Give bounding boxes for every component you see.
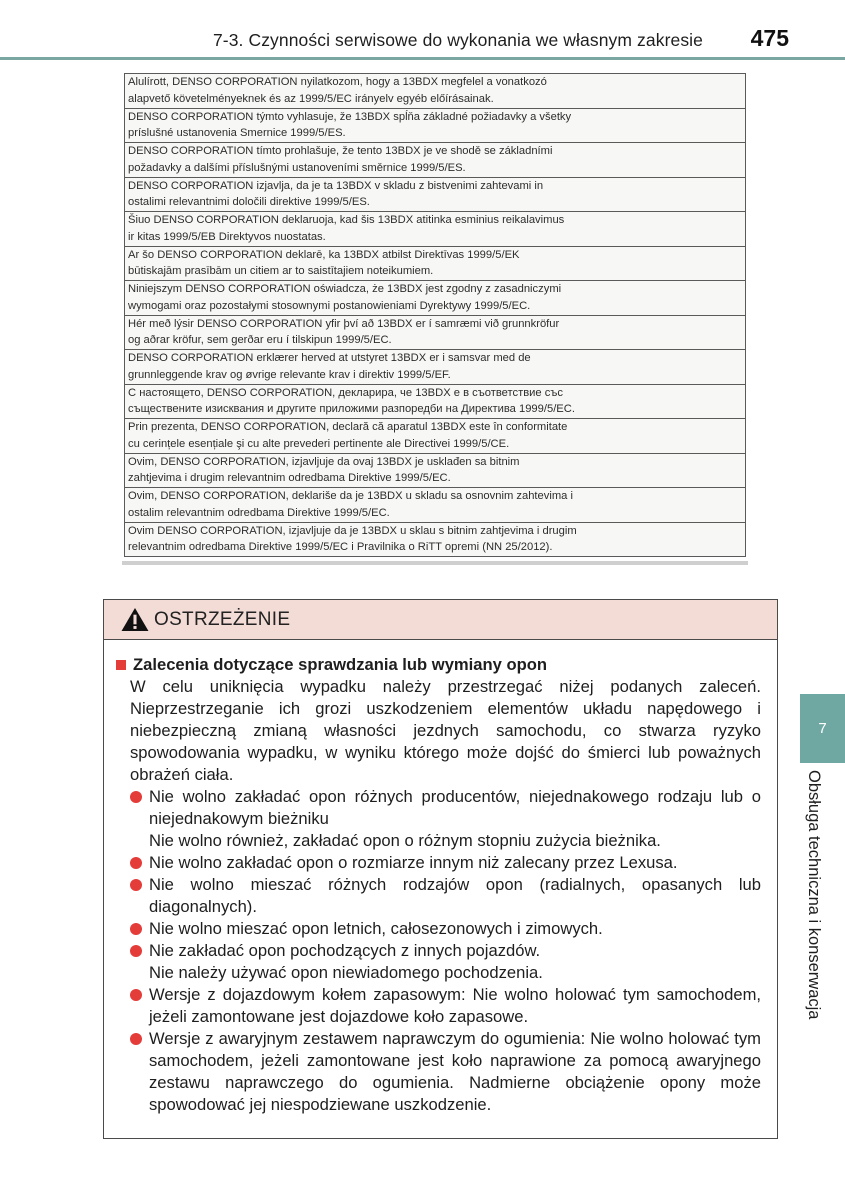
- round-bullet-icon: [130, 923, 142, 935]
- declaration-line: Prin prezenta, DENSO CORPORATION, declară că aparatul 13BDX este în conformitate: [128, 421, 568, 434]
- warning-box: [103, 599, 778, 1139]
- declaration-line: Ovim, DENSO CORPORATION, deklariše da je 13BDX u skladu sa osnovnim zahtevima i: [128, 490, 573, 503]
- declaration-line: alapvető követelményeknek és az 1999/5/EC irányelv egyéb előírásainak.: [128, 92, 494, 105]
- declaration-line: ostalim relevantnim odredbama Direktive 1999/5/EC.: [128, 506, 390, 519]
- round-bullet-icon: [130, 989, 142, 1001]
- declaration-row: [125, 315, 746, 350]
- declaration-cell: [125, 74, 746, 109]
- declaration-cell: [125, 384, 746, 419]
- declaration-line: DENSO CORPORATION týmto vyhlasuje, že 13BDX spĺňa základné požiadavky a všetky: [128, 110, 572, 123]
- list-item-text: Wersje z awaryjnym zestawem naprawczym do ogumienia: Nie wolno holować tym samochodem, jeżeli zamontowane jest koło naprawione za pomocą awaryjnego zestawu naprawczego do ogumienia. Nadmierne obciążenie opony może spowodować jej niespodziewane uszkodzenie.: [149, 1029, 761, 1114]
- declaration-line: Šiuo DENSO CORPORATION deklaruoja, kad šis 13BDX atitinka esminius reikalavimus: [128, 214, 565, 227]
- declaration-line: DENSO CORPORATION izjavlja, da je ta 13BDX v skladu z bistvenimi zahtevami in: [128, 179, 544, 192]
- list-item: [130, 874, 761, 918]
- chapter-label: [803, 770, 843, 1060]
- warning-title: OSTRZEŻENIE: [154, 608, 291, 630]
- declaration-row: [125, 74, 746, 109]
- page-number: 475: [750, 25, 789, 51]
- chapter-tab: [800, 694, 845, 763]
- declaration-cell: [125, 246, 746, 281]
- declaration-line: ir kitas 1999/5/EB Direktyvos nuostatas.: [128, 230, 326, 243]
- declaration-cell: [125, 143, 746, 178]
- declaration-cell: [125, 212, 746, 247]
- list-item: [130, 984, 761, 1028]
- list-item-text: Nie wolno zakładać opon o rozmiarze innym niż zalecany przez Lexusa.: [149, 853, 678, 872]
- declaration-cell: [125, 488, 746, 523]
- declaration-line: og aðrar kröfur, sem gerðar eru í tilskipun 1999/5/EC.: [128, 334, 392, 347]
- declaration-row: [125, 384, 746, 419]
- declaration-row: [125, 177, 746, 212]
- declaration-line: būtiskajām prasībām un citiem ar to saistītajiem noteikumiem.: [128, 265, 434, 278]
- declaration-cell: [125, 453, 746, 488]
- declaration-line: Hér með lýsir DENSO CORPORATION yfir því að 13BDX er í samræmi við grunnkröfur: [128, 317, 560, 330]
- list-item: [130, 786, 761, 830]
- declaration-row: [125, 212, 746, 247]
- declaration-line: ostalimi relevantnimi določili direktive 1999/5/ES.: [128, 196, 370, 209]
- warning-section-heading: [116, 654, 761, 676]
- list-item: [130, 1028, 761, 1116]
- declaration-table: [124, 73, 746, 557]
- declaration-line: Ovim DENSO CORPORATION, izjavljuje da je 13BDX u sklau s bitnim zahtjevima i drugim: [128, 524, 577, 537]
- declaration-row: [125, 522, 746, 557]
- declaration-line: съществените изисквания и другите приложими разпоредби на Директива 1999/5/ЕС.: [128, 403, 575, 416]
- square-bullet-icon: [116, 660, 126, 670]
- list-item-text: Nie wolno mieszać różnych rodzajów opon (radialnych, opasanych lub diagonalnych).: [149, 875, 761, 916]
- header-rule: [0, 57, 845, 60]
- declaration-line: zahtjevima i drugim relevantnim odredbama Direktive 1999/5/EC.: [128, 472, 451, 485]
- declaration-line: DENSO CORPORATION tímto prohlašuje, že tento 13BDX je ve shodě se základními: [128, 145, 553, 158]
- chapter-title: Obsługa techniczna i konserwacja: [805, 770, 823, 1020]
- declaration-row: [125, 453, 746, 488]
- declaration-line: Niniejszym DENSO CORPORATION oświadcza, że 13BDX jest zgodny z zasadniczymi: [128, 283, 562, 296]
- declaration-row: [125, 488, 746, 523]
- page-header: [0, 0, 845, 60]
- round-bullet-icon: [130, 945, 142, 957]
- declaration-cell: [125, 108, 746, 143]
- list-item: [130, 918, 761, 940]
- declaration-cell: [125, 281, 746, 316]
- declaration-line: Alulírott, DENSO CORPORATION nyilatkozom, hogy a 13BDX megfelel a vonatkozó: [128, 76, 547, 89]
- declaration-table-body: [125, 74, 746, 557]
- declaration-row: [125, 281, 746, 316]
- declaration-row: [125, 246, 746, 281]
- declaration-line: relevantnim odredbama Direktive 1999/5/EC i Pravilnika o RiTT opremi (NN 25/2012).: [128, 541, 553, 554]
- warning-header: [104, 600, 777, 640]
- declaration-cell: [125, 177, 746, 212]
- round-bullet-icon: [130, 879, 142, 891]
- declaration-row: [125, 419, 746, 454]
- section-title: 7-3. Czynności serwisowe do wykonania we własnym zakresie: [212, 30, 703, 50]
- list-item: [130, 940, 761, 962]
- declaration-row: [125, 108, 746, 143]
- list-item-continuation: Nie wolno również, zakładać opon o różnym stopniu zużycia bieżnika.: [149, 831, 661, 850]
- chapter-number: 7: [818, 720, 827, 737]
- declaration-row: [125, 350, 746, 385]
- declaration-line: príslušné ustanovenia Smernice 1999/5/ES.: [128, 127, 346, 140]
- round-bullet-icon: [130, 857, 142, 869]
- list-item: [130, 852, 761, 874]
- round-bullet-icon: [130, 791, 142, 803]
- warning-section-title: Zalecenia dotyczące sprawdzania lub wymiany opon: [133, 655, 548, 674]
- declaration-line: Ar šo DENSO CORPORATION deklarē, ka 13BDX atbilst Direktīvas 1999/5/EK: [128, 248, 520, 261]
- list-item-text: Nie wolno mieszać opon letnich, całosezonowych i zimowych.: [149, 919, 603, 938]
- declaration-cell: [125, 350, 746, 385]
- list-item-continuation: Nie należy używać opon niewiadomego pochodzenia.: [149, 963, 543, 982]
- list-item-text: Nie zakładać opon pochodzących z innych pojazdów.: [149, 941, 541, 960]
- declaration-line: С настоящето, DENSO CORPORATION, декларира, че 13BDX е в съответствие със: [128, 386, 563, 399]
- warning-intro: W celu uniknięcia wypadku należy przestrzegać niżej podanych zaleceń. Nieprzestrzeganie ich grozi uszkodzeniem elementów układu napędowego i niebezpieczną zmianą własności jezdnych samochodu, co stwarza ryzyko spowodowania wypadku, w wyniku którego może dojść do śmierci lub poważnych obrażeń ciała.: [130, 677, 761, 784]
- warning-body: [104, 640, 777, 1116]
- declaration-line: grunnleggende krav og øvrige relevante krav i direktiv 1999/5/EF.: [128, 368, 451, 381]
- declaration-line: Ovim, DENSO CORPORATION, izjavljuje da ovaj 13BDX je usklađen sa bitnim: [128, 455, 520, 468]
- list-item-text: Wersje z dojazdowym kołem zapasowym: Nie wolno holować tym samochodem, jeżeli zamontowane jest dojazdowe koło zapasowe.: [149, 985, 761, 1026]
- table-shadow: [122, 561, 748, 565]
- declaration-cell: [125, 419, 746, 454]
- declaration-line: cu cerințele esențiale şi cu alte prevederi pertinente ale Directivei 1999/5/CE.: [128, 437, 510, 450]
- declaration-cell: [125, 522, 746, 557]
- list-item-text: Nie wolno zakładać opon różnych producentów, niejednakowego rodzaju lub o niejednakowym bieżniku: [149, 787, 761, 828]
- declaration-row: [125, 143, 746, 178]
- declaration-cell: [125, 315, 746, 350]
- declaration-line: požadavky a dalšími příslušnými ustanoveními směrnice 1999/5/ES.: [128, 161, 466, 174]
- warning-bullet-list: [116, 786, 761, 1116]
- warning-triangle-icon: [120, 607, 150, 632]
- declaration-line: wymogami oraz pozostałymi stosownymi postanowieniami Dyrektywy 1999/5/EC.: [128, 299, 531, 312]
- round-bullet-icon: [130, 1033, 142, 1045]
- declaration-line: DENSO CORPORATION erklærer herved at utstyret 13BDX er i samsvar med de: [128, 352, 531, 365]
